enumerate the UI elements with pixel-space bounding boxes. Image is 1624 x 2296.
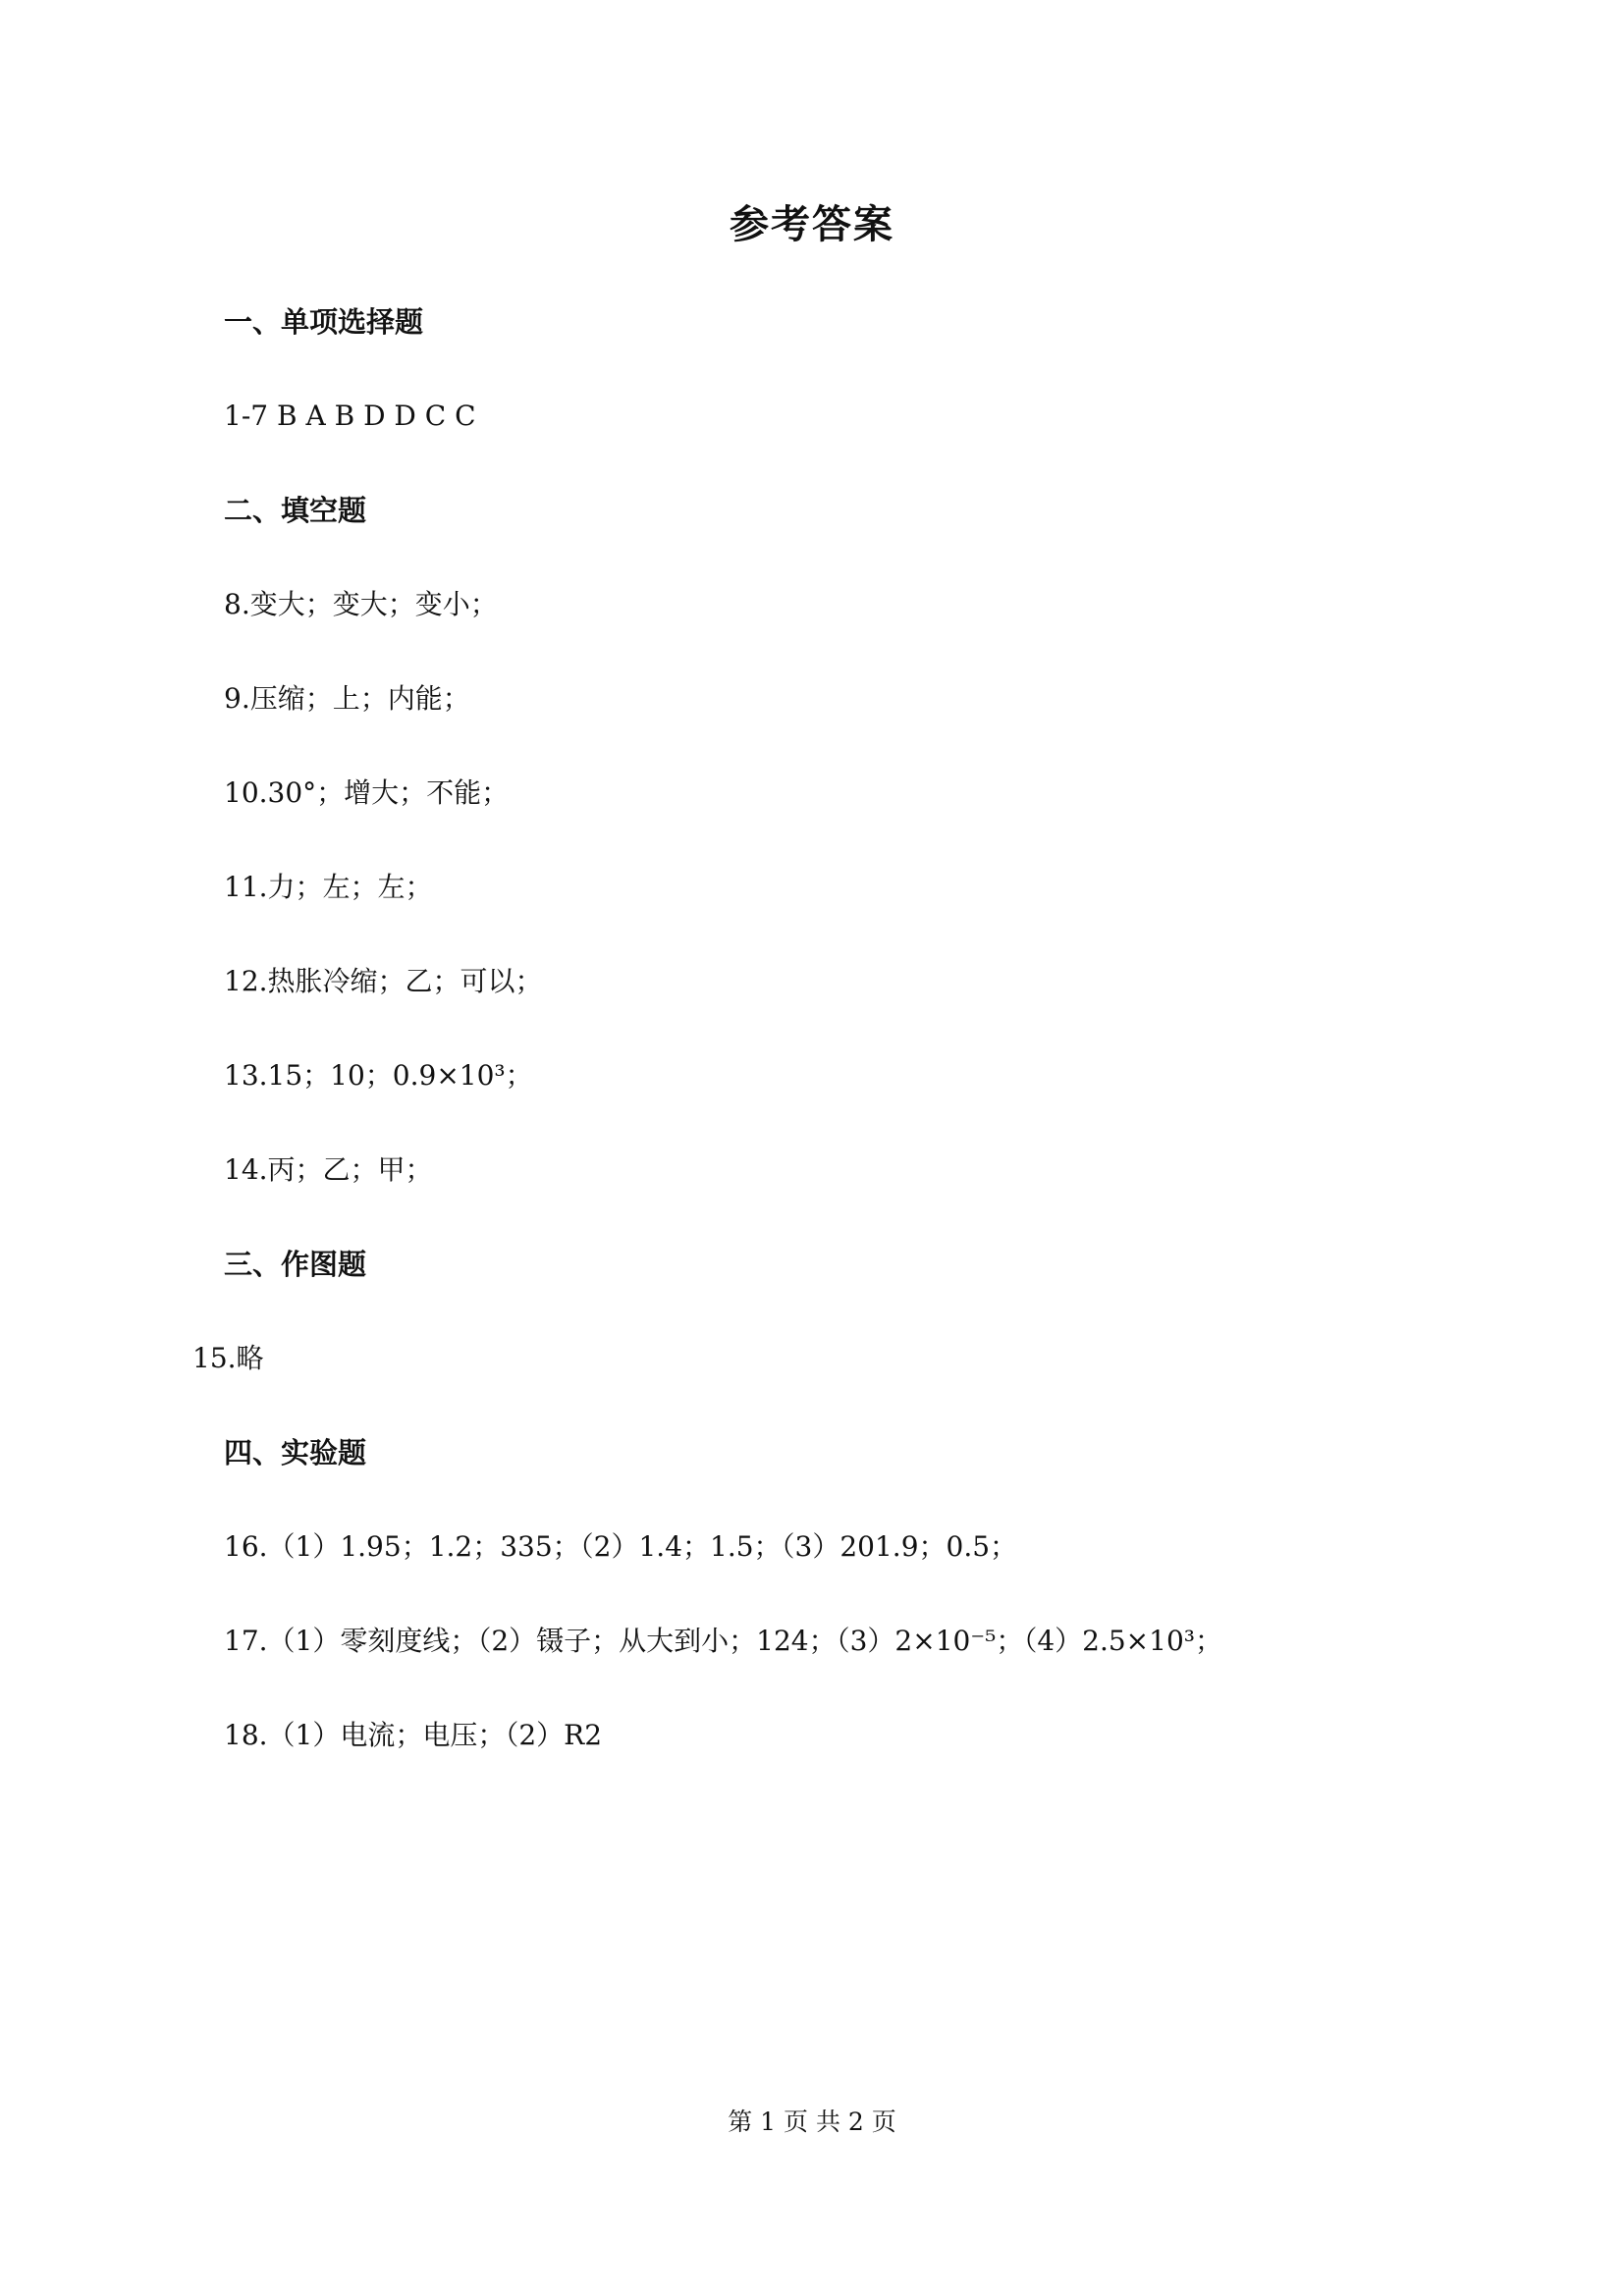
section-heading-drawing: 三、作图题: [224, 1248, 367, 1281]
page-footer: 第 1 页 共 2 页: [728, 2108, 896, 2136]
answer-line-13: 13.15；10；0.9×10³；: [224, 1059, 533, 1092]
answer-line-15: 15.略: [192, 1342, 264, 1374]
page-title: 参考答案: [730, 202, 894, 247]
section-heading-experiment: 四、实验题: [224, 1436, 367, 1469]
answer-line-11: 11.力；左；左；: [224, 871, 433, 903]
answer-line-10: 10.30°；增大；不能；: [224, 776, 510, 809]
answer-line-1-7: 1-7 B A B D D C C: [224, 400, 476, 432]
answer-line-16: 16.（1）1.95；1.2；335；（2）1.4；1.5；（3）201.9；0.5；: [224, 1530, 1018, 1563]
answer-line-18: 18.（1）电流；电压；（2）R2: [224, 1719, 603, 1751]
answer-line-12: 12.热胀冷缩；乙；可以；: [224, 965, 543, 997]
answer-line-14: 14.丙；乙；甲；: [224, 1153, 433, 1186]
section-heading-fill-in: 二、填空题: [224, 494, 367, 527]
answer-line-17: 17.（1）零刻度线；（2）镊子；从大到小；124；（3）2×10⁻⁵；（4）2.5×10³；: [224, 1625, 1222, 1657]
answer-line-8: 8.变大；变大；变小；: [224, 588, 498, 620]
section-heading-multiple-choice: 一、单项选择题: [224, 305, 424, 339]
answer-line-9: 9.压缩；上；内能；: [224, 682, 470, 715]
